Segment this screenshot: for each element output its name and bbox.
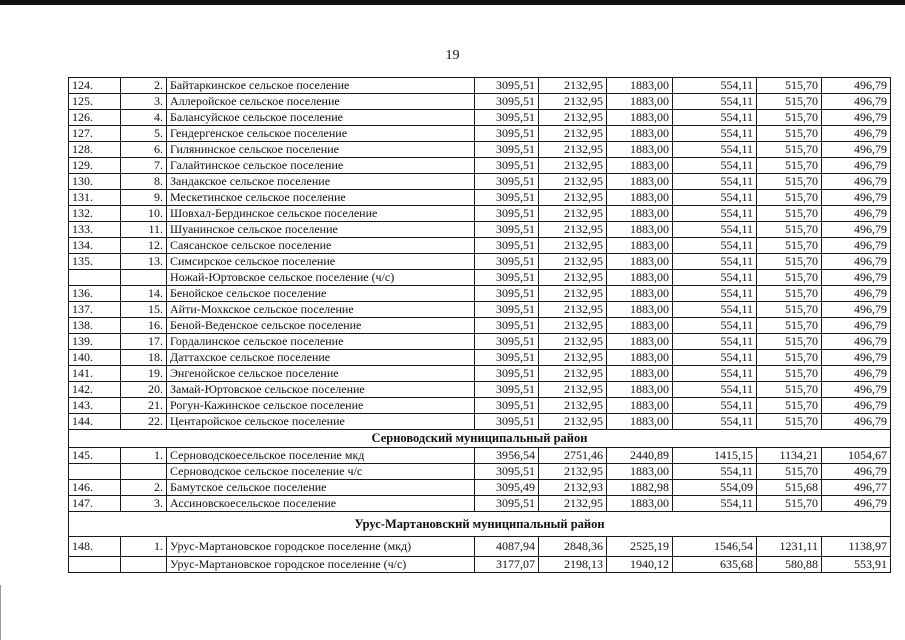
value-col-1: 3095,51 [475,158,539,174]
table-row [69,174,891,190]
sub-number-cell: 3. [121,94,167,110]
sub-number-cell: 15. [121,302,167,318]
value-col-1: 3095,51 [475,302,539,318]
value-col-2: 2848,36 [539,537,607,557]
settlement-name-cell: Бенойское сельское поселение [167,286,475,302]
value-col-3: 1883,00 [607,158,673,174]
settlement-name-cell: Мескетинское сельское поселение [167,190,475,206]
table-row [69,190,891,206]
value-col-3: 1883,00 [607,238,673,254]
value-col-2: 2132,93 [539,480,607,496]
value-col-4: 554,11 [673,496,757,512]
sub-number-cell: 1. [121,448,167,464]
value-col-6: 496,79 [822,222,891,238]
value-col-1: 3095,51 [475,206,539,222]
value-col-6: 496,79 [822,350,891,366]
row-number-cell: 136. [69,286,121,302]
row-number-cell: 139. [69,334,121,350]
row-number-cell: 137. [69,302,121,318]
value-col-1: 3095,51 [475,126,539,142]
row-number-cell [69,557,121,573]
sub-number-cell: 3. [121,496,167,512]
value-col-2: 2132,95 [539,94,607,110]
settlement-name-cell: Гендергенское сельское поселение [167,126,475,142]
sub-number-cell: 18. [121,350,167,366]
settlement-name-cell: Галайтинское сельское поселение [167,158,475,174]
table-row [69,142,891,158]
value-col-6: 496,79 [822,142,891,158]
value-col-4: 554,11 [673,254,757,270]
value-col-1: 3956,54 [475,448,539,464]
row-number-cell: 138. [69,318,121,334]
value-col-1: 3095,51 [475,350,539,366]
row-number-cell: 130. [69,174,121,190]
value-col-1: 3095,49 [475,480,539,496]
value-col-3: 1883,00 [607,206,673,222]
value-col-1: 3095,51 [475,366,539,382]
table-row [69,398,891,414]
value-col-1: 3095,51 [475,318,539,334]
value-col-4: 554,11 [673,238,757,254]
value-col-4: 554,11 [673,366,757,382]
row-number-cell [69,270,121,286]
settlement-name-cell: Даттахское сельское поселение [167,350,475,366]
table-row [69,414,891,430]
value-col-6: 496,79 [822,398,891,414]
value-col-2: 2132,95 [539,222,607,238]
value-col-3: 1883,00 [607,254,673,270]
value-col-6: 496,79 [822,318,891,334]
value-col-5: 1231,11 [757,537,822,557]
value-col-3: 1883,00 [607,286,673,302]
value-col-1: 3095,51 [475,286,539,302]
sub-number-cell [121,557,167,573]
value-col-3: 1883,00 [607,126,673,142]
value-col-4: 554,11 [673,94,757,110]
value-col-4: 554,11 [673,350,757,366]
settlement-name-cell: Урус-Мартановское городское поселение (ч/с) [167,557,475,573]
value-col-2: 2132,95 [539,254,607,270]
section-title: Серноводский муниципальный район [69,430,891,448]
value-col-2: 2132,95 [539,126,607,142]
value-col-5: 515,70 [757,398,822,414]
sub-number-cell: 17. [121,334,167,350]
settlement-name-cell: Замай-Юртовское сельское поселение [167,382,475,398]
settlement-name-cell: Балансуйское сельское поселение [167,110,475,126]
table-row [69,382,891,398]
value-col-3: 1883,00 [607,270,673,286]
value-col-4: 554,11 [673,382,757,398]
table-row [69,318,891,334]
row-number-cell: 146. [69,480,121,496]
value-col-5: 515,70 [757,270,822,286]
row-number-cell: 128. [69,142,121,158]
value-col-5: 515,70 [757,334,822,350]
settlement-name-cell: Айти-Мохкское сельское поселение [167,302,475,318]
table-row [69,110,891,126]
value-col-4: 554,11 [673,334,757,350]
settlement-name-cell: Ассиновскоесельское поселение [167,496,475,512]
value-col-4: 1415,15 [673,448,757,464]
value-col-1: 3095,51 [475,496,539,512]
value-col-6: 1138,97 [822,537,891,557]
value-col-5: 515,70 [757,126,822,142]
value-col-3: 1883,00 [607,302,673,318]
value-col-1: 3095,51 [475,414,539,430]
value-col-3: 1883,00 [607,110,673,126]
value-col-6: 496,79 [822,126,891,142]
value-col-4: 554,11 [673,414,757,430]
settlement-name-cell: Ножай-Юртовское сельское поселение (ч/с) [167,270,475,286]
sub-number-cell: 8. [121,174,167,190]
table-row [69,254,891,270]
sub-number-cell: 14. [121,286,167,302]
section-title: Урус-Мартановский муниципальный район [69,512,891,537]
value-col-5: 515,70 [757,206,822,222]
value-col-4: 554,11 [673,318,757,334]
value-col-5: 515,68 [757,480,822,496]
value-col-2: 2132,95 [539,110,607,126]
value-col-2: 2132,95 [539,496,607,512]
row-number-cell: 143. [69,398,121,414]
value-col-6: 496,79 [822,302,891,318]
value-col-3: 1883,00 [607,94,673,110]
value-col-5: 515,70 [757,142,822,158]
row-number-cell [69,464,121,480]
value-col-5: 515,70 [757,158,822,174]
value-col-4: 554,11 [673,78,757,94]
settlement-name-cell: Гилянинское сельское поселение [167,142,475,158]
value-col-3: 1883,00 [607,496,673,512]
value-col-6: 496,79 [822,110,891,126]
value-col-3: 1883,00 [607,398,673,414]
row-number-cell: 135. [69,254,121,270]
sub-number-cell: 13. [121,254,167,270]
row-number-cell: 148. [69,537,121,557]
value-col-6: 496,79 [822,190,891,206]
value-col-4: 554,11 [673,142,757,158]
row-number-cell: 129. [69,158,121,174]
value-col-6: 496,79 [822,334,891,350]
scan-top-border [0,0,905,5]
settlement-name-cell: Шовхал-Бердинское сельское поселение [167,206,475,222]
value-col-6: 496,79 [822,464,891,480]
value-col-3: 1883,00 [607,350,673,366]
value-col-1: 3095,51 [475,398,539,414]
table-row [69,158,891,174]
value-col-2: 2132,95 [539,206,607,222]
value-col-5: 515,70 [757,78,822,94]
sub-number-cell: 6. [121,142,167,158]
value-col-2: 2132,95 [539,414,607,430]
table-row [69,238,891,254]
settlement-name-cell: Саясанское сельское поселение [167,238,475,254]
value-col-1: 3095,51 [475,142,539,158]
table-row [69,286,891,302]
value-col-5: 515,70 [757,496,822,512]
value-col-1: 3095,51 [475,78,539,94]
value-col-2: 2132,95 [539,286,607,302]
sub-number-cell [121,270,167,286]
table-row [69,94,891,110]
value-col-5: 515,70 [757,318,822,334]
value-col-4: 554,11 [673,302,757,318]
row-number-cell: 133. [69,222,121,238]
value-col-3: 1883,00 [607,222,673,238]
value-col-2: 2132,95 [539,158,607,174]
value-col-2: 2198,13 [539,557,607,573]
row-number-cell: 132. [69,206,121,222]
section-header-row [69,430,891,448]
table-row [69,480,891,496]
value-col-5: 515,70 [757,464,822,480]
value-col-2: 2132,95 [539,270,607,286]
value-col-4: 554,09 [673,480,757,496]
page-number: 19 [445,48,460,63]
table-row [69,448,891,464]
value-col-3: 1883,00 [607,464,673,480]
row-number-cell: 131. [69,190,121,206]
value-col-3: 1883,00 [607,382,673,398]
value-col-4: 554,11 [673,222,757,238]
value-col-4: 554,11 [673,206,757,222]
value-col-4: 554,11 [673,398,757,414]
sub-number-cell: 12. [121,238,167,254]
value-col-3: 1883,00 [607,318,673,334]
sub-number-cell: 20. [121,382,167,398]
value-col-2: 2132,95 [539,190,607,206]
value-col-5: 515,70 [757,414,822,430]
value-col-1: 3177,07 [475,557,539,573]
value-col-4: 554,11 [673,126,757,142]
value-col-2: 2132,95 [539,78,607,94]
table-row [69,222,891,238]
sub-number-cell [121,464,167,480]
value-col-3: 1883,00 [607,366,673,382]
settlement-name-cell: Зандакское сельское поселение [167,174,475,190]
value-col-6: 496,79 [822,254,891,270]
value-col-3: 1883,00 [607,334,673,350]
row-number-cell: 127. [69,126,121,142]
row-number-cell: 124. [69,78,121,94]
value-col-6: 496,79 [822,158,891,174]
value-col-4: 635,68 [673,557,757,573]
settlement-name-cell: Байтаркинское сельское поселение [167,78,475,94]
value-col-1: 3095,51 [475,222,539,238]
value-col-2: 2132,95 [539,238,607,254]
value-col-4: 554,11 [673,270,757,286]
row-number-cell: 126. [69,110,121,126]
value-col-6: 496,79 [822,382,891,398]
table-row [69,206,891,222]
value-col-5: 515,70 [757,286,822,302]
value-col-4: 1546,54 [673,537,757,557]
value-col-3: 1883,00 [607,78,673,94]
sub-number-cell: 4. [121,110,167,126]
value-col-5: 515,70 [757,94,822,110]
settlement-name-cell: Урус-Мартановское городское поселение (мкд) [167,537,475,557]
row-number-cell: 145. [69,448,121,464]
value-col-4: 554,11 [673,110,757,126]
value-col-2: 2132,95 [539,350,607,366]
sub-number-cell: 10. [121,206,167,222]
value-col-2: 2132,95 [539,398,607,414]
tariff-table [68,77,891,573]
sub-number-cell: 1. [121,537,167,557]
value-col-4: 554,11 [673,174,757,190]
value-col-3: 1883,00 [607,174,673,190]
value-col-1: 3095,51 [475,382,539,398]
sub-number-cell: 19. [121,366,167,382]
value-col-4: 554,11 [673,286,757,302]
value-col-5: 515,70 [757,350,822,366]
table-row [69,334,891,350]
sub-number-cell: 7. [121,158,167,174]
row-number-cell: 147. [69,496,121,512]
sub-number-cell: 16. [121,318,167,334]
sub-number-cell: 22. [121,414,167,430]
value-col-5: 515,70 [757,254,822,270]
value-col-1: 3095,51 [475,238,539,254]
value-col-5: 515,70 [757,110,822,126]
value-col-1: 3095,51 [475,464,539,480]
sub-number-cell: 2. [121,480,167,496]
row-number-cell: 134. [69,238,121,254]
value-col-6: 496,79 [822,270,891,286]
table-row [69,464,891,480]
value-col-3: 1883,00 [607,414,673,430]
scan-left-edge [0,585,1,640]
value-col-2: 2132,95 [539,302,607,318]
settlement-name-cell: Аллеройское сельское поселение [167,94,475,110]
settlement-name-cell: Центаройское сельское поселение [167,414,475,430]
value-col-5: 580,88 [757,557,822,573]
sub-number-cell: 21. [121,398,167,414]
row-number-cell: 144. [69,414,121,430]
settlement-name-cell: Шуанинское сельское поселение [167,222,475,238]
value-col-2: 2132,95 [539,174,607,190]
value-col-3: 2440,89 [607,448,673,464]
value-col-3: 2525,19 [607,537,673,557]
value-col-2: 2132,95 [539,464,607,480]
table-row [69,302,891,318]
row-number-cell: 140. [69,350,121,366]
value-col-5: 515,70 [757,366,822,382]
value-col-2: 2751,46 [539,448,607,464]
value-col-6: 496,79 [822,414,891,430]
value-col-4: 554,11 [673,158,757,174]
value-col-1: 3095,51 [475,110,539,126]
settlement-name-cell: Серноводскоесельское поселение мкд [167,448,475,464]
table-row [69,537,891,557]
value-col-2: 2132,95 [539,366,607,382]
settlement-name-cell: Энгенойское сельское поселение [167,366,475,382]
settlement-name-cell: Симсирское сельское поселение [167,254,475,270]
row-number-cell: 141. [69,366,121,382]
value-col-5: 515,70 [757,190,822,206]
value-col-6: 496,79 [822,206,891,222]
settlement-name-cell: Серноводское сельское поселение ч/с [167,464,475,480]
value-col-1: 3095,51 [475,174,539,190]
value-col-6: 496,79 [822,174,891,190]
value-col-5: 1134,21 [757,448,822,464]
value-col-4: 554,11 [673,190,757,206]
table-row [69,350,891,366]
value-col-6: 553,91 [822,557,891,573]
value-col-3: 1940,12 [607,557,673,573]
value-col-5: 515,70 [757,174,822,190]
value-col-1: 3095,51 [475,334,539,350]
value-col-4: 554,11 [673,464,757,480]
value-col-5: 515,70 [757,302,822,318]
value-col-5: 515,70 [757,222,822,238]
value-col-1: 3095,51 [475,190,539,206]
table-row [69,557,891,573]
table-row [69,126,891,142]
row-number-cell: 142. [69,382,121,398]
value-col-6: 1054,67 [822,448,891,464]
value-col-5: 515,70 [757,382,822,398]
value-col-2: 2132,95 [539,334,607,350]
value-col-1: 3095,51 [475,94,539,110]
sub-number-cell: 9. [121,190,167,206]
value-col-6: 496,79 [822,366,891,382]
table-row [69,78,891,94]
value-col-3: 1883,00 [607,142,673,158]
value-col-6: 496,77 [822,480,891,496]
value-col-3: 1883,00 [607,190,673,206]
value-col-6: 496,79 [822,286,891,302]
settlement-name-cell: Беной-Веденское сельское поселение [167,318,475,334]
value-col-1: 3095,51 [475,270,539,286]
sub-number-cell: 2. [121,78,167,94]
settlement-name-cell: Гордалинское сельское поселение [167,334,475,350]
section-header-row [69,512,891,537]
value-col-5: 515,70 [757,238,822,254]
table-row [69,270,891,286]
table-row [69,496,891,512]
value-col-6: 496,79 [822,78,891,94]
value-col-2: 2132,95 [539,142,607,158]
value-col-6: 496,79 [822,496,891,512]
value-col-1: 3095,51 [475,254,539,270]
value-col-6: 496,79 [822,238,891,254]
sub-number-cell: 11. [121,222,167,238]
row-number-cell: 125. [69,94,121,110]
sub-number-cell: 5. [121,126,167,142]
settlement-name-cell: Рогун-Кажинское сельское поселение [167,398,475,414]
value-col-2: 2132,95 [539,382,607,398]
table-row [69,366,891,382]
value-col-1: 4087,94 [475,537,539,557]
value-col-6: 496,79 [822,94,891,110]
value-col-2: 2132,95 [539,318,607,334]
value-col-3: 1882,98 [607,480,673,496]
settlement-name-cell: Бамутское сельское поселение [167,480,475,496]
